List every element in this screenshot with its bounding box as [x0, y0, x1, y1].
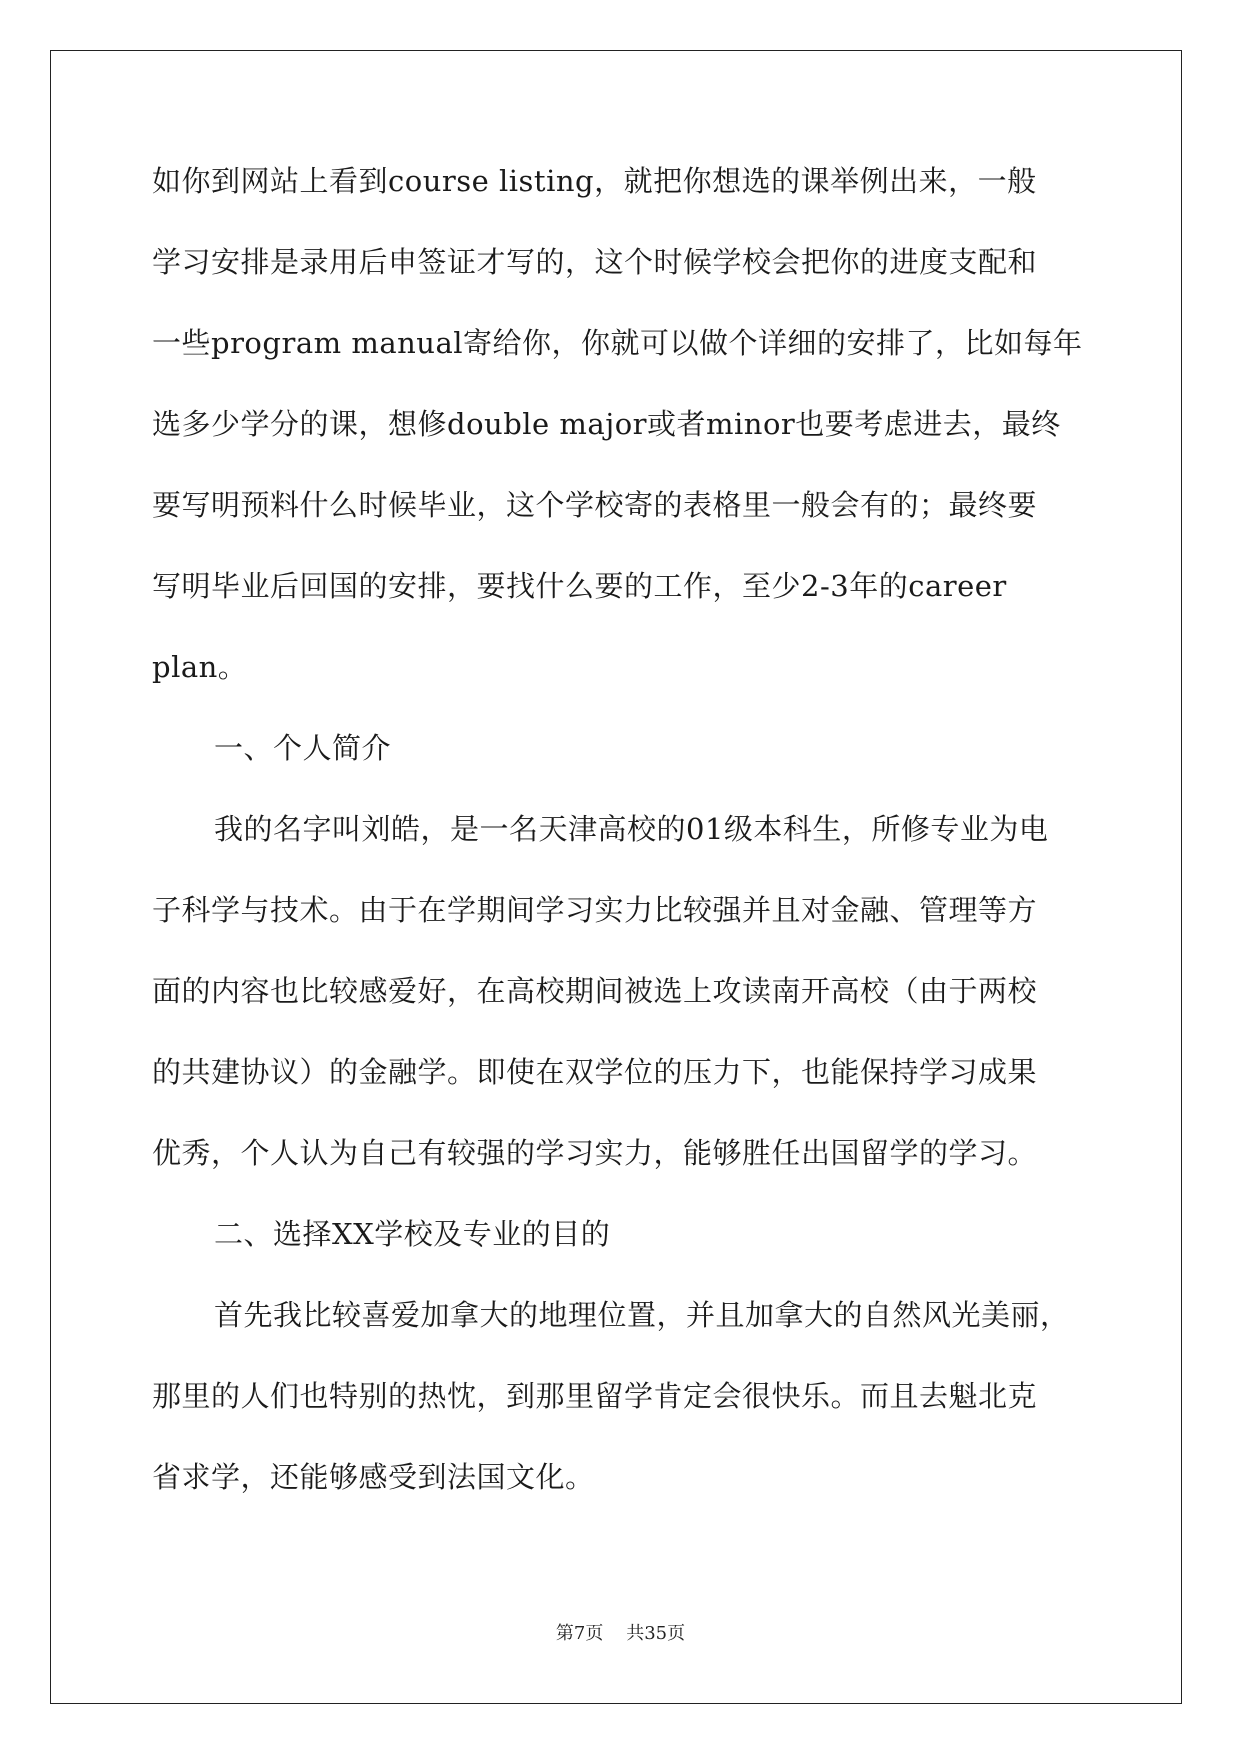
paragraph-line: 那里的人们也特别的热忱，到那里留学肯定会很快乐。而且去魁北克: [152, 1379, 1038, 1413]
paragraph-line: 一些program manual寄给你，你就可以做个详细的安排了，比如每年: [152, 326, 1083, 360]
section-heading: 二、选择XX学校及专业的目的: [214, 1217, 611, 1251]
paragraph-line: 子科学与技术。由于在学期间学习实力比较强并且对金融、管理等方: [152, 893, 1038, 927]
paragraph-line: plan。: [152, 650, 248, 684]
paragraph-line: 学习安排是录用后申签证才写的，这个时候学校会把你的进度支配和: [152, 245, 1038, 279]
section-heading: 一、个人简介: [214, 731, 392, 765]
paragraph-line: 面的内容也比较感爱好，在高校期间被选上攻读南开高校（由于两校: [152, 974, 1038, 1008]
page-number-footer: 第7页 共35页: [555, 1623, 686, 1644]
paragraph-line: 写明毕业后回国的安排，要找什么要的工作，至少2-3年的career: [152, 569, 1007, 603]
paragraph-line: 的共建协议）的金融学。即使在双学位的压力下，也能保持学习成果: [152, 1055, 1038, 1089]
paragraph-line: 首先我比较喜爱加拿大的地理位置，并且加拿大的自然风光美丽，: [214, 1298, 1070, 1332]
paragraph-line: 要写明预料什么时候毕业，这个学校寄的表格里一般会有的；最终要: [152, 488, 1038, 522]
paragraph-line: 如你到网站上看到course listing，就把你想选的课举例出来，一般: [152, 164, 1037, 198]
document-body: [152, 160, 1090, 1537]
paragraph-line: 我的名字叫刘皓，是一名天津高校的01级本科生，所修专业为电: [214, 812, 1049, 846]
paragraph-line: 优秀，个人认为自己有较强的学习实力，能够胜任出国留学的学习。: [152, 1136, 1038, 1170]
paragraph-line: 选多少学分的课，想修double major或者minor也要考虑进去，最终: [152, 407, 1061, 441]
paragraph-line: 省求学，还能够感受到法国文化。: [152, 1460, 595, 1494]
